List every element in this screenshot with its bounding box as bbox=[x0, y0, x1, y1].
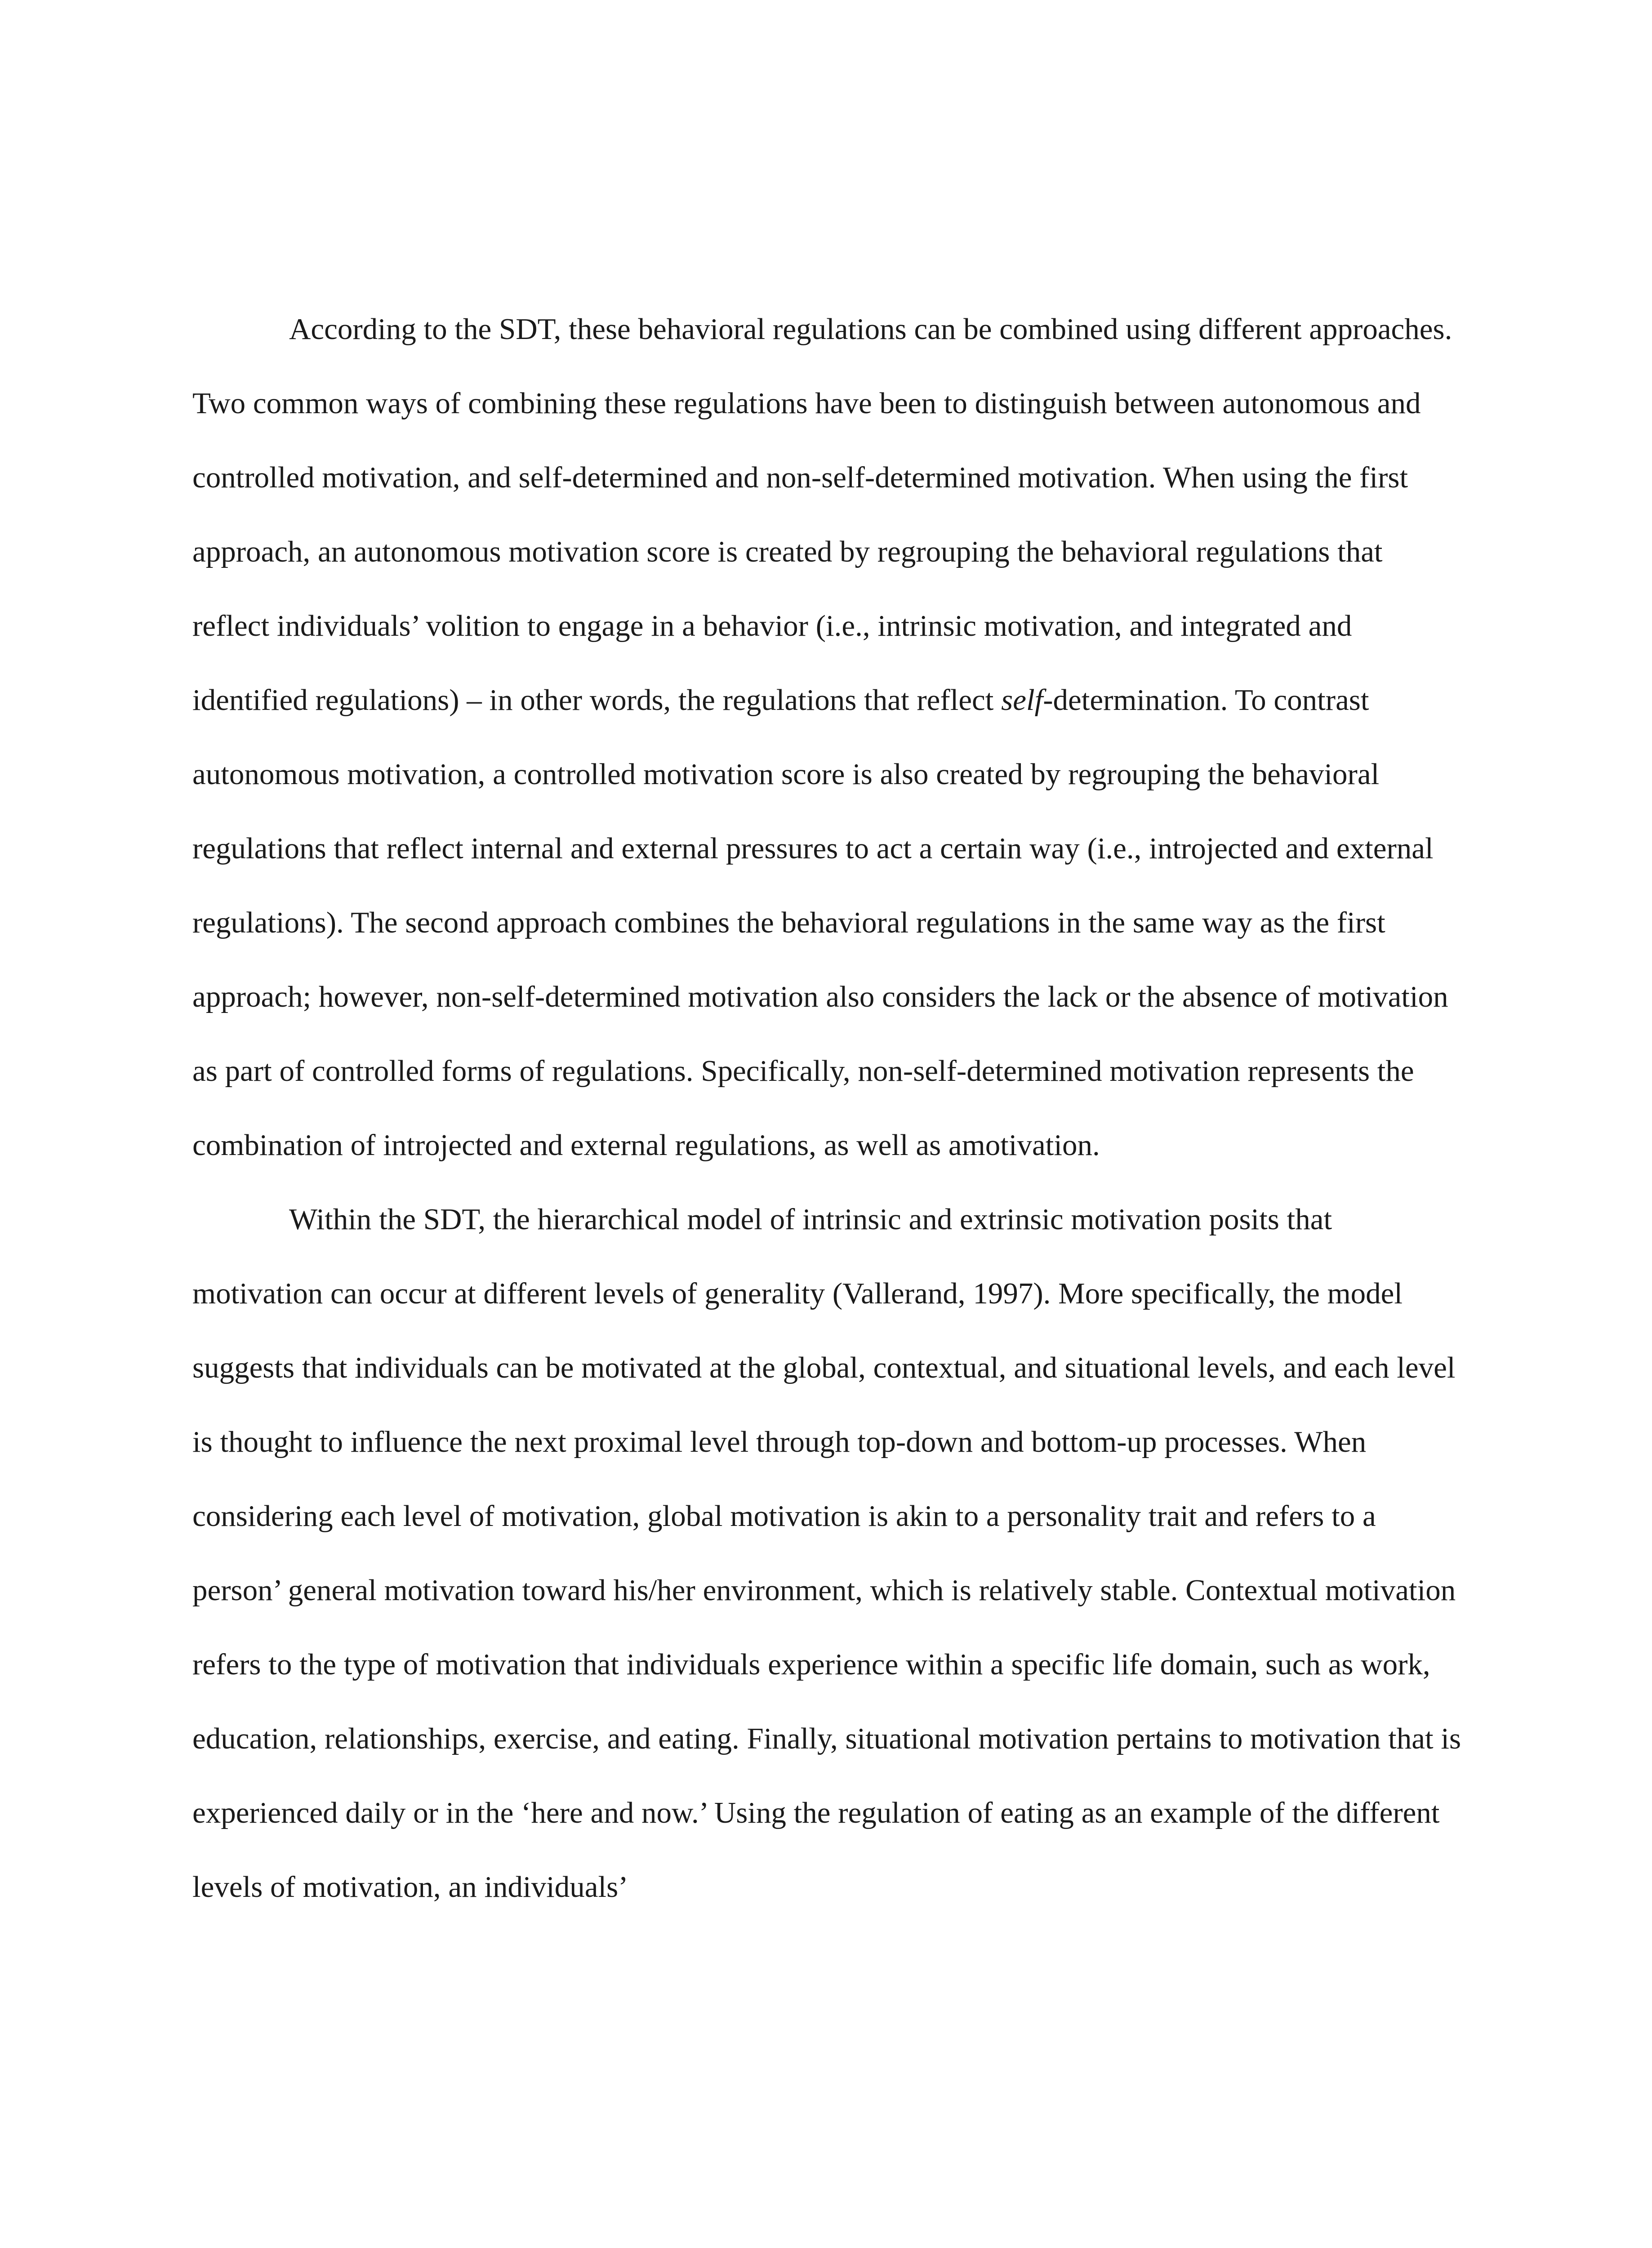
paragraph-1-text-a: According to the SDT, these behavioral regulations can be combined using different approaches. Two common ways of combining these regulations have been to distinguish between autonomous and controlled motivation, and self-determined and non-self-determined motivation. When using the first approach, an autonomous motivation score is created by regrouping the behavioral regulations that reflect individuals’ volition to engage in a behavior (i.e., intrinsic motivation, and integrated and identified regulations) – in other words, the regulations that reflect bbox=[192, 312, 1452, 717]
paragraph-1-italic-self: self bbox=[1001, 683, 1043, 717]
paragraph-hierarchical-model bbox=[192, 1182, 1466, 1924]
body-text bbox=[192, 292, 1466, 1924]
paragraph-2-text: Within the SDT, the hierarchical model of intrinsic and extrinsic motivation posits that motivation can occur at different levels of generality (Vallerand, 1997). More specifically, the model suggests that individuals can be motivated at the global, contextual, and situational levels, and each level is thought to influence the next proximal level through top-down and bottom-up processes. When considering each level of motivation, global motivation is akin to a personality trait and refers to a person’ general motivation toward his/her environment, which is relatively stable. Contextual motivation refers to the type of motivation that individuals experience within a specific life domain, such as work, education, relationships, exercise, and eating. Finally, situational motivation pertains to motivation that is experienced daily or in the ‘here and now.’ Using the regulation of eating as an example of the different levels of motivation, an individuals’ bbox=[192, 1203, 1461, 1904]
paragraph-sdt-regulations bbox=[192, 292, 1466, 1182]
paragraph-1-text-b: -determination. To contrast autonomous motivation, a controlled motivation score is also created by regrouping the behavioral regulations that reflect internal and external pressures to act a certain way (i.e., introjected and external regulations). The second approach combines the behavioral regulations in the same way as the first approach; however, non-self-determined motivation also considers the lack or the absence of motivation as part of controlled forms of regulations. Specifically, non-self-determined motivation represents the combination of introjected and external regulations, as well as amotivation. bbox=[192, 683, 1448, 1162]
